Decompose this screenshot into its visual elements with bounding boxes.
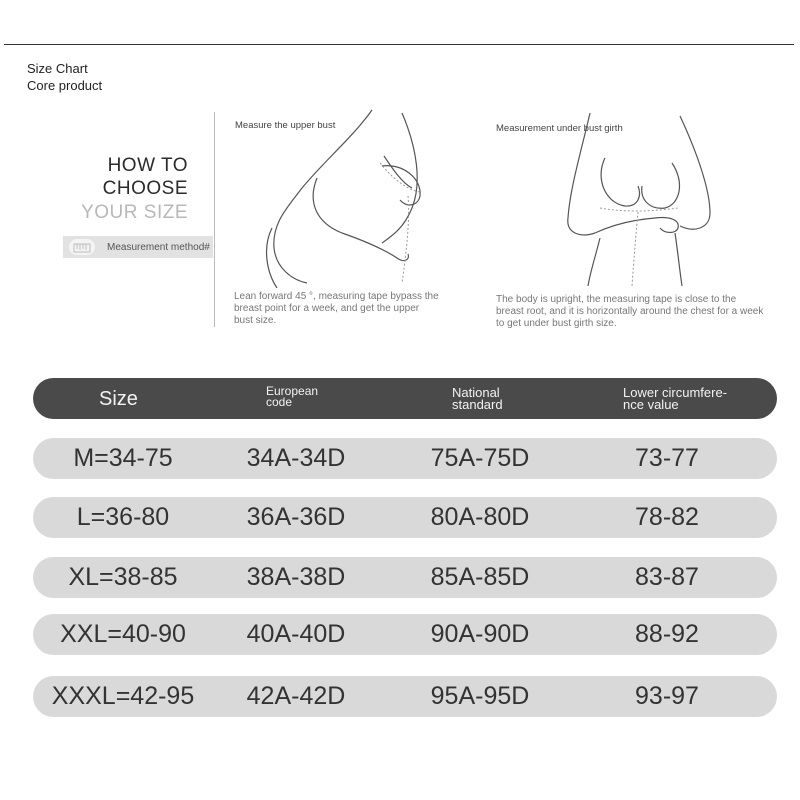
choose-heading: CHOOSE (102, 178, 188, 199)
header-line: Lower circumfere- (623, 385, 728, 400)
national-standard-cell: 95A-95D (430, 682, 530, 710)
size-row-xl (33, 557, 777, 598)
lower-circumference-cell: 83-87 (635, 563, 699, 591)
size-table-header (33, 378, 777, 419)
national-standard-cell: 90A-90D (430, 620, 530, 648)
header-european-code (266, 386, 318, 408)
size-cell: L=36-80 (76, 503, 170, 531)
header-line: nce value (623, 397, 679, 412)
upper-bust-caption: Measure the upper bust (235, 120, 336, 131)
size-chart-title: Size Chart (27, 61, 88, 76)
size-cell: XL=38-85 (68, 563, 178, 591)
under-bust-note-line: The body is upright, the measuring tape is close to the (496, 294, 737, 305)
header-line: National (452, 385, 500, 400)
upper-bust-note-line: breast point for a week, and get the upper (234, 303, 420, 314)
header-lower-circumference (623, 387, 727, 411)
size-cell: XXL=40-90 (60, 620, 186, 648)
size-row-m (33, 438, 777, 479)
size-cell: M=34-75 (73, 444, 173, 472)
lower-circumference-cell: 78-82 (635, 503, 699, 531)
national-standard-cell: 80A-80D (430, 503, 530, 531)
lower-circumference-cell: 73-77 (635, 444, 699, 472)
upper-bust-note-line: Lean forward 45 °, measuring tape bypass the (234, 291, 439, 302)
measuring-tape-icon (69, 239, 95, 255)
size-cell: XXXL=42-95 (51, 682, 195, 710)
header-national-standard (452, 387, 503, 411)
under-bust-note (496, 294, 763, 330)
under-bust-illustration (560, 108, 720, 286)
top-divider (4, 44, 794, 45)
lower-circumference-cell: 93-97 (635, 682, 699, 710)
european-code-cell: 40A-40D (246, 620, 346, 648)
european-code-cell: 34A-34D (246, 444, 346, 472)
upper-bust-illustration (232, 108, 472, 288)
under-bust-note-line: to get under bust girth size. (496, 318, 617, 329)
header-line: standard (452, 397, 503, 412)
header-line: code (266, 395, 293, 409)
under-bust-caption: Measurement under bust girth (496, 123, 623, 134)
guide-divider (214, 112, 215, 327)
european-code-cell: 36A-36D (246, 503, 346, 531)
european-code-cell: 38A-38D (246, 563, 346, 591)
lower-circumference-cell: 88-92 (635, 620, 699, 648)
size-row-xxxl (33, 676, 777, 717)
size-row-l (33, 497, 777, 538)
how-to-heading: HOW TO (107, 155, 188, 176)
european-code-cell: 42A-42D (246, 682, 346, 710)
national-standard-cell: 75A-75D (430, 444, 530, 472)
upper-bust-note (234, 291, 439, 327)
your-size-heading: YOUR SIZE (81, 202, 188, 223)
national-standard-cell: 85A-85D (430, 563, 530, 591)
size-row-xxl (33, 614, 777, 655)
header-line: European (266, 384, 319, 398)
measurement-method-badge (63, 236, 213, 258)
upper-bust-note-line: bust size. (234, 315, 277, 326)
under-bust-note-line: breast root, and it is horizontally around the chest for a week (496, 306, 764, 317)
header-size: Size (99, 388, 138, 410)
core-product-subtitle: Core product (27, 78, 103, 93)
measurement-method-label: Measurement method# (107, 241, 210, 253)
